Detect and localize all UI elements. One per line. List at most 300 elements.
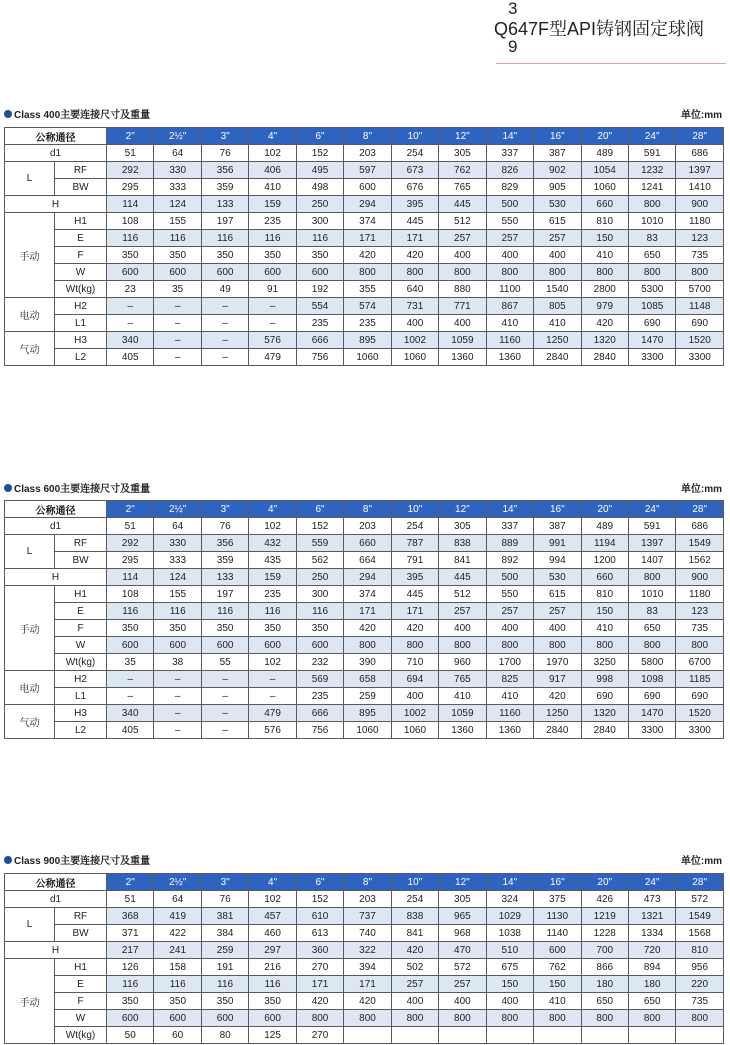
table-row: [5, 1010, 724, 1027]
table-cell: 1085: [628, 298, 675, 315]
table-cell: 150: [581, 603, 628, 620]
table-cell: 116: [201, 230, 248, 247]
table-row: [5, 196, 724, 213]
row-label: F: [55, 993, 107, 1010]
table-cell: 895: [344, 705, 391, 722]
table-row: [5, 688, 724, 705]
table-cell: 60: [154, 1027, 201, 1044]
table-cell: –: [154, 671, 201, 688]
table-cell: 241: [154, 942, 201, 959]
column-header: 20": [581, 501, 628, 518]
table-cell: 330: [154, 535, 201, 552]
row-group-label: 电动: [5, 298, 55, 332]
table-cell: 1038: [486, 925, 533, 942]
table-cell: –: [107, 298, 154, 315]
unit-label: 单位:mm: [680, 856, 722, 867]
table-cell: 800: [534, 637, 581, 654]
table-cell: 445: [391, 586, 438, 603]
column-header: 12": [439, 128, 486, 145]
table-cell: 257: [439, 603, 486, 620]
table-cell: 1002: [391, 332, 438, 349]
table-row: [5, 942, 724, 959]
table-cell: 1002: [391, 705, 438, 722]
table-cell: 1200: [581, 552, 628, 569]
table-cell: 666: [296, 332, 343, 349]
table-cell: 305: [439, 145, 486, 162]
table-cell: 1397: [676, 162, 724, 179]
table-cell: 2840: [581, 722, 628, 739]
table-cell: 960: [439, 654, 486, 671]
table-cell: 381: [201, 908, 248, 925]
table-cell: 690: [628, 688, 675, 705]
table-cell: 800: [581, 637, 628, 654]
section-title-class600: [4, 480, 150, 495]
table-cell: 1241: [628, 179, 675, 196]
column-header: 10": [391, 128, 438, 145]
section-title-text: Class 400主要连接尺寸及重量: [14, 110, 151, 121]
table-cell: 800: [439, 1010, 486, 1027]
table-row: [5, 179, 724, 196]
table-cell: 479: [249, 349, 296, 366]
table-cell: 800: [676, 637, 724, 654]
table-cell: 259: [201, 942, 248, 959]
table-cell: 460: [249, 925, 296, 942]
table-cell: 1180: [676, 586, 724, 603]
table-cell: 333: [154, 179, 201, 196]
table-cell: 1140: [534, 925, 581, 942]
table-cell: 445: [391, 213, 438, 230]
table-cell: 1185: [676, 671, 724, 688]
table-cell: 470: [439, 942, 486, 959]
table-cell: 600: [201, 1010, 248, 1027]
table-cell: 600: [249, 264, 296, 281]
table-cell: –: [154, 332, 201, 349]
table-cell: 180: [581, 976, 628, 993]
table-cell: 294: [344, 196, 391, 213]
table-cell: 360: [296, 942, 343, 959]
row-label: W: [55, 264, 107, 281]
table-cell: 600: [296, 264, 343, 281]
table-cell: 356: [201, 162, 248, 179]
table-cell: 905: [534, 179, 581, 196]
column-header: 14": [486, 501, 533, 518]
table-cell: 192: [296, 281, 343, 298]
table-cell: 2840: [534, 349, 581, 366]
table-cell: 420: [344, 620, 391, 637]
table-cell: 432: [249, 535, 296, 552]
table-cell: 83: [628, 603, 675, 620]
table-cell: 254: [391, 891, 438, 908]
table-cell: 787: [391, 535, 438, 552]
table-cell: 257: [534, 603, 581, 620]
row-label: RF: [55, 908, 107, 925]
table-cell: 600: [107, 264, 154, 281]
table-cell: 500: [486, 196, 533, 213]
table-cell: 410: [249, 179, 296, 196]
table-cell: 197: [201, 586, 248, 603]
table-cell: 76: [201, 145, 248, 162]
table-cell: 123: [676, 230, 724, 247]
table-cell: 217: [107, 942, 154, 959]
column-header: 14": [486, 128, 533, 145]
table-row: [5, 654, 724, 671]
table-cell: 998: [581, 671, 628, 688]
table-cell: 257: [439, 976, 486, 993]
table-cell: 591: [628, 145, 675, 162]
row-label: H1: [55, 959, 107, 976]
table-cell: 572: [676, 891, 724, 908]
table-cell: 116: [296, 230, 343, 247]
row-label: H2: [55, 298, 107, 315]
table-cell: 152: [296, 891, 343, 908]
table-cell: 676: [391, 179, 438, 196]
table-cell: 562: [296, 552, 343, 569]
table-cell: 116: [201, 976, 248, 993]
table-cell: [534, 1027, 581, 1044]
table-row: [5, 705, 724, 722]
table-row: [5, 518, 724, 535]
table-cell: 123: [676, 603, 724, 620]
table-cell: 116: [249, 976, 296, 993]
table-cell: 690: [676, 315, 724, 332]
table-cell: [676, 1027, 724, 1044]
table-cell: 350: [249, 620, 296, 637]
table-cell: 216: [249, 959, 296, 976]
table-cell: –: [154, 722, 201, 739]
table-cell: 550: [486, 586, 533, 603]
table-cell: 666: [296, 705, 343, 722]
table-cell: 350: [107, 247, 154, 264]
table-cell: 762: [534, 959, 581, 976]
table-cell: 155: [154, 586, 201, 603]
table-cell: –: [154, 349, 201, 366]
column-header: 16": [534, 128, 581, 145]
table-cell: 350: [107, 993, 154, 1010]
row-label: H3: [55, 332, 107, 349]
table-cell: 800: [628, 1010, 675, 1027]
column-header: 2½": [154, 501, 201, 518]
table-cell: 259: [344, 688, 391, 705]
table-cell: 116: [107, 230, 154, 247]
table-cell: 257: [486, 603, 533, 620]
table-cell: 445: [439, 569, 486, 586]
table-cell: 991: [534, 535, 581, 552]
row-group-label: 手动: [5, 959, 55, 1044]
table-cell: 350: [201, 993, 248, 1010]
table-cell: 356: [201, 535, 248, 552]
table-cell: 171: [296, 976, 343, 993]
row-group-label: L: [5, 908, 55, 942]
table-cell: 800: [296, 1010, 343, 1027]
column-header: 16": [534, 874, 581, 891]
table-cell: 400: [391, 315, 438, 332]
table-cell: 330: [154, 162, 201, 179]
table-cell: 420: [581, 315, 628, 332]
table-cell: 900: [676, 569, 724, 586]
column-header: 6": [296, 874, 343, 891]
table-cell: 350: [201, 247, 248, 264]
table-cell: 250: [296, 196, 343, 213]
table-cell: 197: [201, 213, 248, 230]
table-cell: 6700: [676, 654, 724, 671]
spec-table-class900: [4, 873, 724, 1044]
column-header: 16": [534, 501, 581, 518]
table-cell: 735: [676, 247, 724, 264]
table-cell: 410: [534, 315, 581, 332]
table-cell: 55: [201, 654, 248, 671]
table-cell: 254: [391, 518, 438, 535]
table-cell: 171: [344, 976, 391, 993]
table-cell: 800: [391, 637, 438, 654]
table-cell: 159: [249, 569, 296, 586]
table-cell: 800: [391, 1010, 438, 1027]
table-cell: –: [201, 332, 248, 349]
table-cell: 1148: [676, 298, 724, 315]
table-cell: 895: [344, 332, 391, 349]
table-row: [5, 145, 724, 162]
table-cell: 422: [154, 925, 201, 942]
row-label: W: [55, 637, 107, 654]
table-row: [5, 535, 724, 552]
row-label: E: [55, 603, 107, 620]
table-cell: 686: [676, 518, 724, 535]
table-cell: 116: [201, 603, 248, 620]
table-cell: 800: [628, 637, 675, 654]
table-cell: 400: [534, 620, 581, 637]
table-cell: 350: [154, 247, 201, 264]
table-cell: [628, 1027, 675, 1044]
table-cell: 1320: [581, 332, 628, 349]
table-cell: 660: [344, 535, 391, 552]
table-cell: 489: [581, 145, 628, 162]
table-cell: 171: [344, 230, 391, 247]
table-cell: 400: [439, 620, 486, 637]
table-cell: 650: [628, 620, 675, 637]
table-cell: 660: [581, 196, 628, 213]
table-cell: 1549: [676, 535, 724, 552]
table-cell: 502: [391, 959, 438, 976]
table-cell: 420: [344, 993, 391, 1010]
table-row: [5, 332, 724, 349]
table-cell: 133: [201, 196, 248, 213]
bullet-icon: [4, 856, 12, 864]
table-cell: 395: [391, 196, 438, 213]
table-cell: 420: [391, 620, 438, 637]
table-cell: 1054: [581, 162, 628, 179]
row-label: BW: [55, 552, 107, 569]
row-label: H1: [55, 586, 107, 603]
column-header: 24": [628, 874, 675, 891]
table-cell: 270: [296, 1027, 343, 1044]
table-cell: 150: [534, 976, 581, 993]
table-cell: 116: [296, 603, 343, 620]
table-cell: 191: [201, 959, 248, 976]
table-cell: 359: [201, 552, 248, 569]
table-cell: 108: [107, 213, 154, 230]
table-cell: 322: [344, 942, 391, 959]
row-group-label: 手动: [5, 586, 55, 671]
table-cell: 368: [107, 908, 154, 925]
table-cell: 841: [439, 552, 486, 569]
table-cell: 1060: [581, 179, 628, 196]
table-cell: 512: [439, 213, 486, 230]
table-cell: 1360: [486, 722, 533, 739]
table-cell: 5700: [676, 281, 724, 298]
table-cell: 1562: [676, 552, 724, 569]
table-cell: 400: [534, 247, 581, 264]
table-cell: 600: [154, 1010, 201, 1027]
table-cell: 91: [249, 281, 296, 298]
column-header: 2½": [154, 874, 201, 891]
table-cell: 102: [249, 654, 296, 671]
table-cell: –: [249, 671, 296, 688]
table-cell: 658: [344, 671, 391, 688]
table-cell: 295: [107, 179, 154, 196]
table-cell: 108: [107, 586, 154, 603]
table-cell: 498: [296, 179, 343, 196]
column-header: 12": [439, 501, 486, 518]
table-cell: 1228: [581, 925, 628, 942]
table-cell: [391, 1027, 438, 1044]
table-cell: 600: [249, 1010, 296, 1027]
table-cell: 510: [486, 942, 533, 959]
table-cell: [439, 1027, 486, 1044]
table-cell: 405: [107, 349, 154, 366]
table-cell: 400: [486, 993, 533, 1010]
table-cell: 880: [439, 281, 486, 298]
table-cell: 235: [249, 586, 296, 603]
table-cell: 479: [249, 705, 296, 722]
table-cell: 1059: [439, 332, 486, 349]
table-cell: 600: [249, 637, 296, 654]
table-cell: 83: [628, 230, 675, 247]
table-row: [5, 603, 724, 620]
column-header: 14": [486, 874, 533, 891]
table-cell: 826: [486, 162, 533, 179]
table-cell: 116: [249, 603, 296, 620]
table-cell: 395: [391, 569, 438, 586]
table-cell: 694: [391, 671, 438, 688]
table-cell: 400: [391, 688, 438, 705]
table-cell: 1029: [486, 908, 533, 925]
table-cell: 419: [154, 908, 201, 925]
table-cell: 1130: [534, 908, 581, 925]
table-cell: 445: [439, 196, 486, 213]
section-title-text: Class 600主要连接尺寸及重量: [14, 484, 151, 495]
table-cell: –: [107, 315, 154, 332]
table-cell: 489: [581, 518, 628, 535]
table-cell: 76: [201, 891, 248, 908]
table-cell: 889: [486, 535, 533, 552]
spec-table-class400: [4, 127, 724, 366]
table-cell: 350: [249, 247, 296, 264]
table-cell: 615: [534, 586, 581, 603]
table-cell: 597: [344, 162, 391, 179]
table-cell: 800: [486, 264, 533, 281]
table-cell: 400: [486, 247, 533, 264]
table-cell: 1060: [391, 722, 438, 739]
table-cell: 892: [486, 552, 533, 569]
table-cell: 133: [201, 569, 248, 586]
table-cell: 374: [344, 586, 391, 603]
page-number-top: 3: [508, 0, 518, 18]
table-cell: 50: [107, 1027, 154, 1044]
table-cell: 675: [486, 959, 533, 976]
header-label: 公称通径: [5, 128, 107, 145]
table-cell: 384: [201, 925, 248, 942]
column-header: 24": [628, 128, 675, 145]
table-cell: 257: [486, 230, 533, 247]
table-cell: 35: [154, 281, 201, 298]
table-row: [5, 1027, 724, 1044]
page-title: Q647F型API铸钢固定球阀: [494, 19, 705, 39]
table-cell: 171: [344, 603, 391, 620]
table-cell: 600: [201, 264, 248, 281]
table-cell: 64: [154, 518, 201, 535]
table-cell: [486, 1027, 533, 1044]
table-cell: 171: [391, 230, 438, 247]
table-cell: 825: [486, 671, 533, 688]
table-cell: 600: [534, 942, 581, 959]
table-cell: 554: [296, 298, 343, 315]
table-cell: 300: [296, 586, 343, 603]
table-cell: 965: [439, 908, 486, 925]
column-header: 3": [201, 128, 248, 145]
column-header: 28": [676, 874, 724, 891]
table-cell: 3250: [581, 654, 628, 671]
table-cell: 435: [249, 552, 296, 569]
table-cell: 1568: [676, 925, 724, 942]
table-cell: 1060: [344, 349, 391, 366]
table-cell: 410: [581, 620, 628, 637]
table-cell: –: [201, 298, 248, 315]
table-cell: 116: [107, 976, 154, 993]
table-cell: 159: [249, 196, 296, 213]
table-cell: 297: [249, 942, 296, 959]
table-cell: 1407: [628, 552, 675, 569]
table-cell: 810: [581, 213, 628, 230]
table-cell: 1320: [581, 705, 628, 722]
table-cell: 664: [344, 552, 391, 569]
table-cell: 1219: [581, 908, 628, 925]
table-cell: 1098: [628, 671, 675, 688]
row-label: H1: [55, 213, 107, 230]
table-cell: 2840: [534, 722, 581, 739]
table-cell: 550: [486, 213, 533, 230]
table-cell: 250: [296, 569, 343, 586]
table-row: [5, 247, 724, 264]
row-group-label: L: [5, 162, 55, 196]
table-cell: 686: [676, 145, 724, 162]
table-cell: 23: [107, 281, 154, 298]
table-row: [5, 620, 724, 637]
table-cell: 1360: [439, 349, 486, 366]
table-cell: 994: [534, 552, 581, 569]
header-label: 公称通径: [5, 501, 107, 518]
table-cell: 180: [628, 976, 675, 993]
section-title-text: Class 900主要连接尺寸及重量: [14, 856, 151, 867]
table-cell: 3300: [628, 349, 675, 366]
table-cell: 150: [581, 230, 628, 247]
table-row: [5, 552, 724, 569]
table-row: [5, 891, 724, 908]
table-cell: 116: [249, 230, 296, 247]
table-cell: –: [201, 705, 248, 722]
table-cell: 1160: [486, 332, 533, 349]
table-cell: 740: [344, 925, 391, 942]
table-cell: 800: [628, 196, 675, 213]
table-cell: –: [249, 315, 296, 332]
